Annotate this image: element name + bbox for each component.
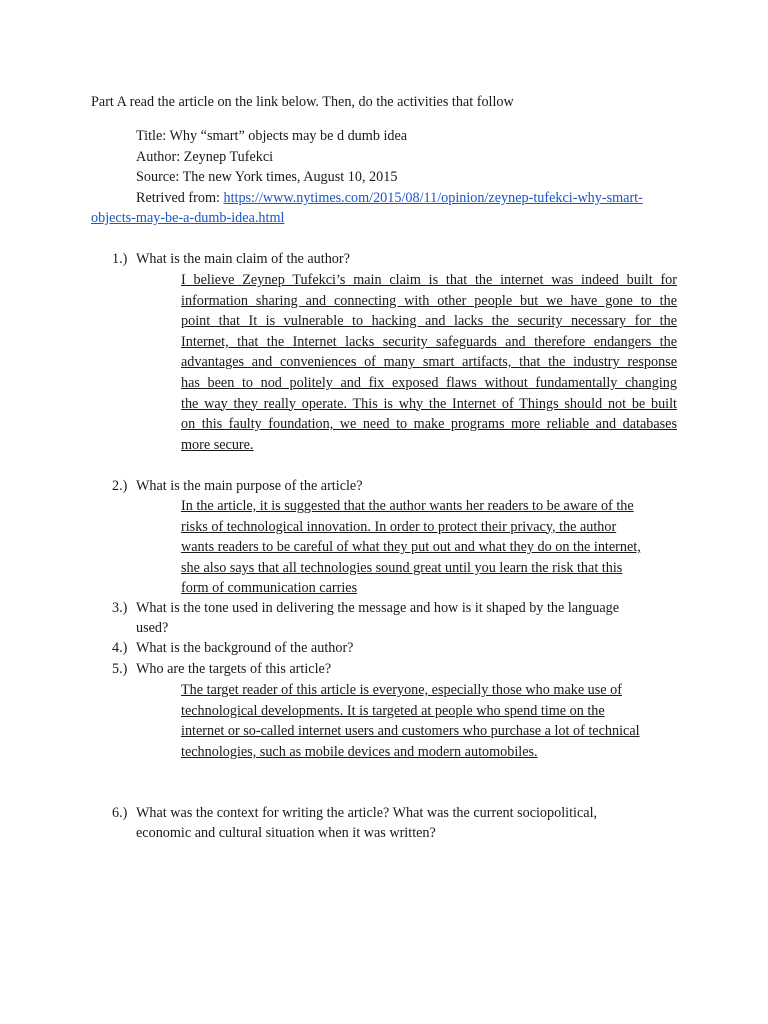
question-1-text: What is the main claim of the author? xyxy=(136,251,350,267)
question-2-text: What is the main purpose of the article? xyxy=(136,478,363,494)
answer-line: In the article, it is suggested that the author wants her readers to be aware of the xyxy=(181,498,634,514)
question-4-text: What is the background of the author? xyxy=(136,640,354,656)
question-5-text: Who are the targets of this article? xyxy=(136,661,332,677)
answer-line: has been to nod politely and fix exposed flaws without fundamentally changing xyxy=(181,375,677,391)
question-6-text-cont: economic and cultural situation when it was written? xyxy=(136,825,436,841)
question-3-text-cont: used? xyxy=(136,620,169,636)
retrieved-line-2 xyxy=(91,208,284,228)
answer-line: I believe Zeynep Tufekci’s main claim is that the internet was indeed built for xyxy=(181,272,677,288)
intro-text: Part A read the article on the link below. Then, do the activities that follow xyxy=(91,94,514,110)
answer-line: The target reader of this article is everyone, especially those who make use of xyxy=(181,682,622,698)
answer-line: point that It is vulnerable to hacking and lacks the security necessary for the xyxy=(181,313,677,330)
question-number: 1.) xyxy=(112,251,128,267)
answer-line: information sharing and connecting with other people but we have gone to the xyxy=(181,292,677,309)
question-number: 3.) xyxy=(112,600,128,616)
article-link[interactable]: https://www.nytimes.com/2015/08/11/opinion/zeynep-tufekci-why-smart- xyxy=(223,190,643,206)
answer-line: risks of technological innovation. In order to protect their privacy, the author xyxy=(181,518,617,535)
answer-line: more secure. xyxy=(181,436,254,453)
answer-line: form of communication carries xyxy=(181,580,358,597)
question-number: 4.) xyxy=(112,640,128,656)
answer-line: technologies, such as mobile devices and modern automobiles. xyxy=(181,743,538,760)
article-source: Source: The new York times, August 10, 2015 xyxy=(136,169,398,185)
question-number: 6.) xyxy=(112,805,128,821)
answer-line: the way they really operate. This is why the Internet of Things should not be built xyxy=(181,395,677,412)
retrieved-label: Retrived from: xyxy=(136,190,224,206)
question-3-text: What is the tone used in delivering the message and how is it shaped by the language xyxy=(136,600,620,616)
answer-line: on this faulty foundation, we need to make programs more reliable and databases xyxy=(181,416,677,433)
answer-line: Internet, that the Internet lacks security safeguards and therefore endangers the xyxy=(181,333,677,350)
answer-line: advantages and conveniences of many smart artifacts, that the industry response xyxy=(181,354,677,371)
article-author: Author: Zeynep Tufekci xyxy=(136,149,274,165)
question-number: 2.) xyxy=(112,478,128,494)
answer-line: she also says that all technologies sound great until you learn the risk that this xyxy=(181,559,623,576)
retrieved-line xyxy=(136,188,643,208)
answer-line: technological developments. It is targeted at people who spend time on the xyxy=(181,702,605,719)
article-title: Title: Why “smart” objects may be d dumb idea xyxy=(136,128,408,144)
question-6-text: What was the context for writing the article? What was the current sociopolitical, xyxy=(136,805,598,821)
answer-line: internet or so-called internet users and customers who purchase a lot of technical xyxy=(181,723,640,740)
question-number: 5.) xyxy=(112,661,128,677)
article-link-continued[interactable]: objects-may-be-a-dumb-idea.html xyxy=(91,210,285,226)
answer-line: wants readers to be careful of what they put out and what they do on the internet, xyxy=(181,539,641,556)
